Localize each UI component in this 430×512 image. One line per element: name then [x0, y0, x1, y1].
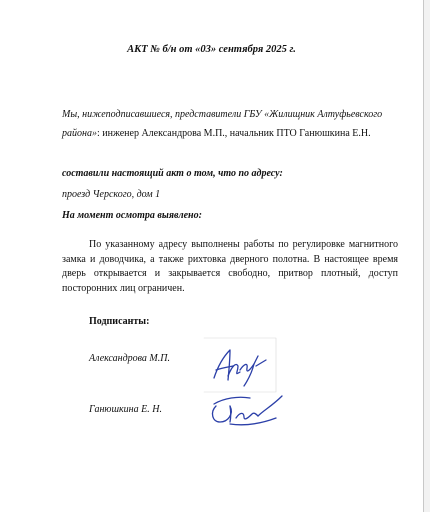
intro-line-1: Мы, нижеподписавшиеся, представители ГБУ «Жилищник Алтуфьевского — [62, 109, 383, 120]
signer-1-name: Александрова М.П. — [89, 353, 170, 364]
compiled-heading: составили настоящий акт о том, что по адресу: — [62, 168, 283, 179]
intro-line-2-rest: : инженер Александрова М.П., начальник ПТО Ганюшкина Е.Н. — [96, 128, 371, 139]
document-title: АКТ № б/н от «03» сентября 2025 г. — [127, 44, 296, 55]
intro-line-2-italic: района» — [62, 128, 97, 139]
inspection-body: По указанному адресу выполнены работы по регулировке магнитного замка и доводчика, а также рихтовка дверного полотна. В настоящее время дверь открывается и закрывается свободно, притвор плотный, доступ посторонних лиц ограничен. — [62, 239, 398, 294]
signer-2-name: Ганюшкина Е. Н. — [89, 404, 162, 415]
signature-2-image — [200, 384, 290, 434]
signers-heading: Подписанты: — [89, 316, 150, 327]
address-text: проезд Черского, дом 1 — [62, 189, 161, 200]
intro-line-2 — [62, 128, 371, 139]
found-heading: На момент осмотра выявлено: — [62, 210, 202, 221]
